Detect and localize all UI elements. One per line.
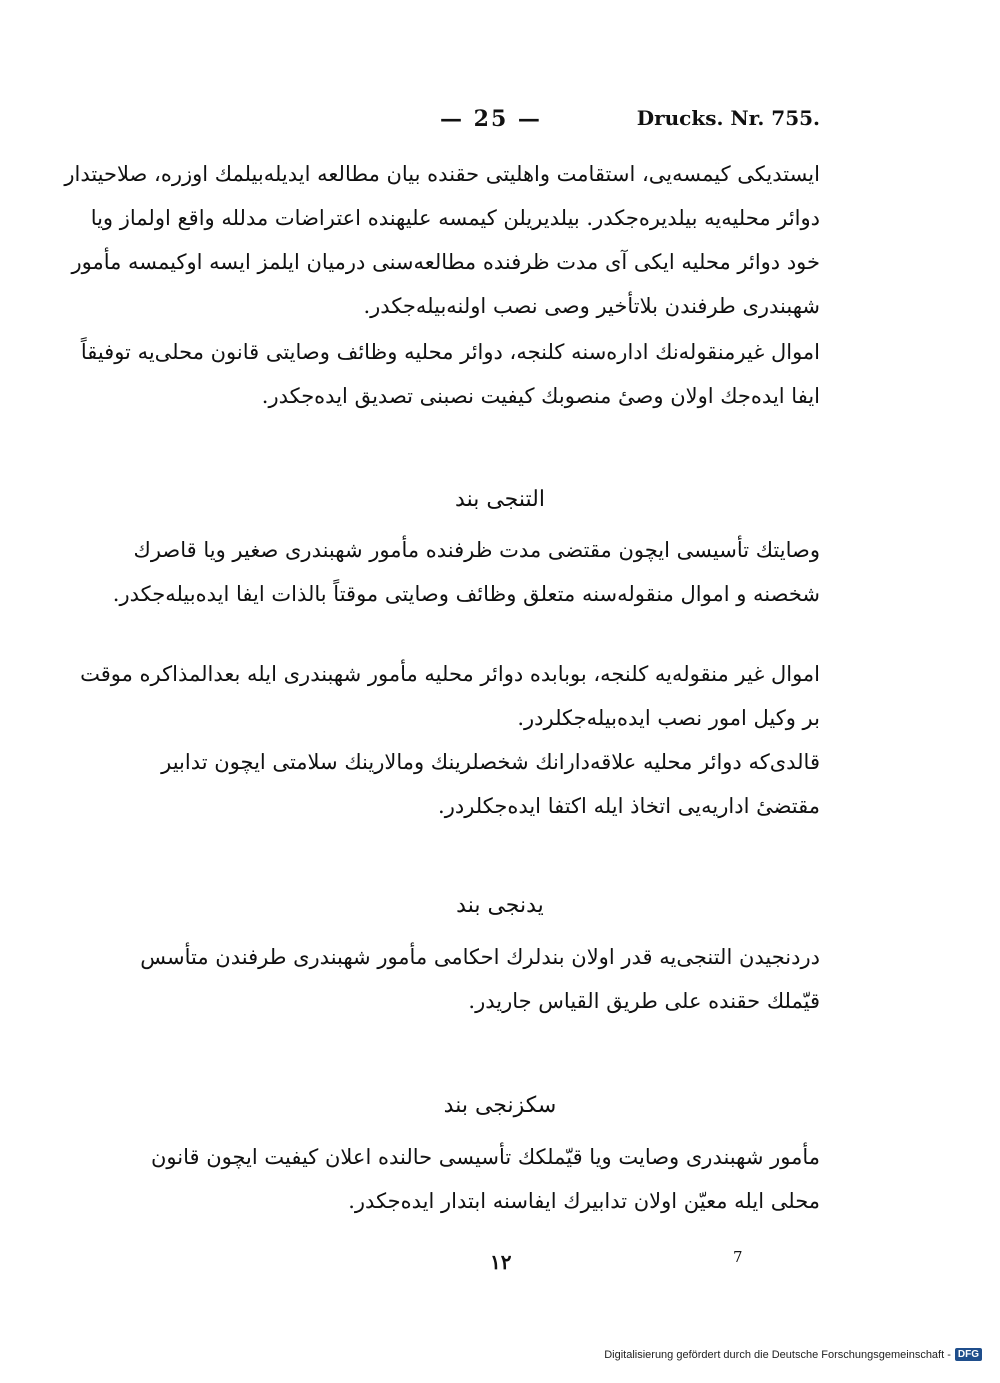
text-line: مأمور شهبندری وصایت ویا قیّملکك تأسیسی حالنده اعلان کیفیت ایچون قانون: [150, 1145, 820, 1169]
digitization-credit: [604, 1348, 982, 1361]
section-heading: سکزنجی بند: [443, 1093, 557, 1118]
print-reference: Drucks. Nr. 755.: [636, 106, 820, 130]
text-line: دردنجیدن التنجی‌یه قدر اولان بندلرك احکامی مأمور شهبندری طرفندن متأسس: [140, 945, 820, 969]
section-heading: التنجی بند: [455, 487, 545, 512]
section-immovables: [80, 652, 820, 828]
dfg-logo-icon: DFG: [955, 1348, 982, 1361]
page-number: — 25 —: [440, 106, 542, 132]
text-line: قیّملك حقنده علی طریق القیاس جاریدر.: [468, 989, 820, 1013]
signature-mark: 7: [733, 1248, 743, 1266]
text-line: اموال غیرمنقوله‌نك اداره‌سنه کلنجه، دوائر محلیه وظائف وصایتی قانون محلی‌یه توفیقاً: [80, 340, 820, 364]
folio-number: ١٢: [490, 1250, 512, 1274]
text-line: بر وکیل امور نصب ایده‌بیله‌جکلردر.: [517, 706, 820, 730]
section-article-7: [140, 935, 820, 1023]
text-line: مقتضیٔ اداریه‌یی اتخاذ ایله اکتفا ایده‌جکلردر.: [438, 794, 820, 818]
text-line: شهبندری طرفندن بلاتأخیر وصی نصب اولنەبیلەجکدر.: [363, 294, 820, 318]
credit-text: Digitalisierung gefördert durch die Deutsche Forschungsgemeinschaft -: [604, 1348, 951, 1361]
text-line: شخصنه و اموال منقوله‌سنه متعلق وظائف وصایتی موقتاً بالذات ایفا ایده‌بیله‌جکدر.: [112, 582, 820, 606]
text-line: قالدی‌که دوائر محلیه علاقه‌دارانك شخصلرینك ومالارینك سلامتی ایچون تدابیر: [161, 750, 820, 774]
text-line: محلی ایله معیّن اولان تدابیرك ایفاسنه ابتدار ایده‌جکدر.: [348, 1189, 820, 1213]
section-article-8: [150, 1135, 820, 1223]
text-line: وصایتك تأسیسی ایچون مقتضی مدت ظرفنده مأمور شهبندری صغیر ویا قاصرك: [133, 538, 820, 562]
text-line: ایستدیکی کیمسه‌یی، استقامت واهلیتی حقنده بیان مطالعه ایدیلەبیلمك اوزره، صلاحیتدار: [64, 162, 820, 186]
text-line: ایفا ایده‌جك اولان وصیٔ منصوبك کیفیت نصبنی تصدیق ایده‌جکدر.: [261, 384, 820, 408]
section-continuation: [64, 152, 820, 418]
page-header: [0, 106, 1000, 136]
text-line: اموال غیر منقوله‌یه کلنجه، بوبابده دوائر محلیه مأمور شهبندری ایله بعدالمذاکره موقت: [80, 662, 820, 686]
section-heading: یدنجی بند: [456, 893, 544, 918]
text-line: دوائر محلیه‌یه بیلدیره‌جکدر. بیلدیریلن کیمسه علیهنده اعتراضات مدلله واقع اولماز ویا: [90, 206, 820, 230]
section-article-6: [112, 528, 820, 616]
text-line: خود دوائر محلیه ایکی آی مدت ظرفنده مطالعه‌سنی درمیان ایلمز ایسه اوکیمسه مأمور: [71, 250, 820, 274]
